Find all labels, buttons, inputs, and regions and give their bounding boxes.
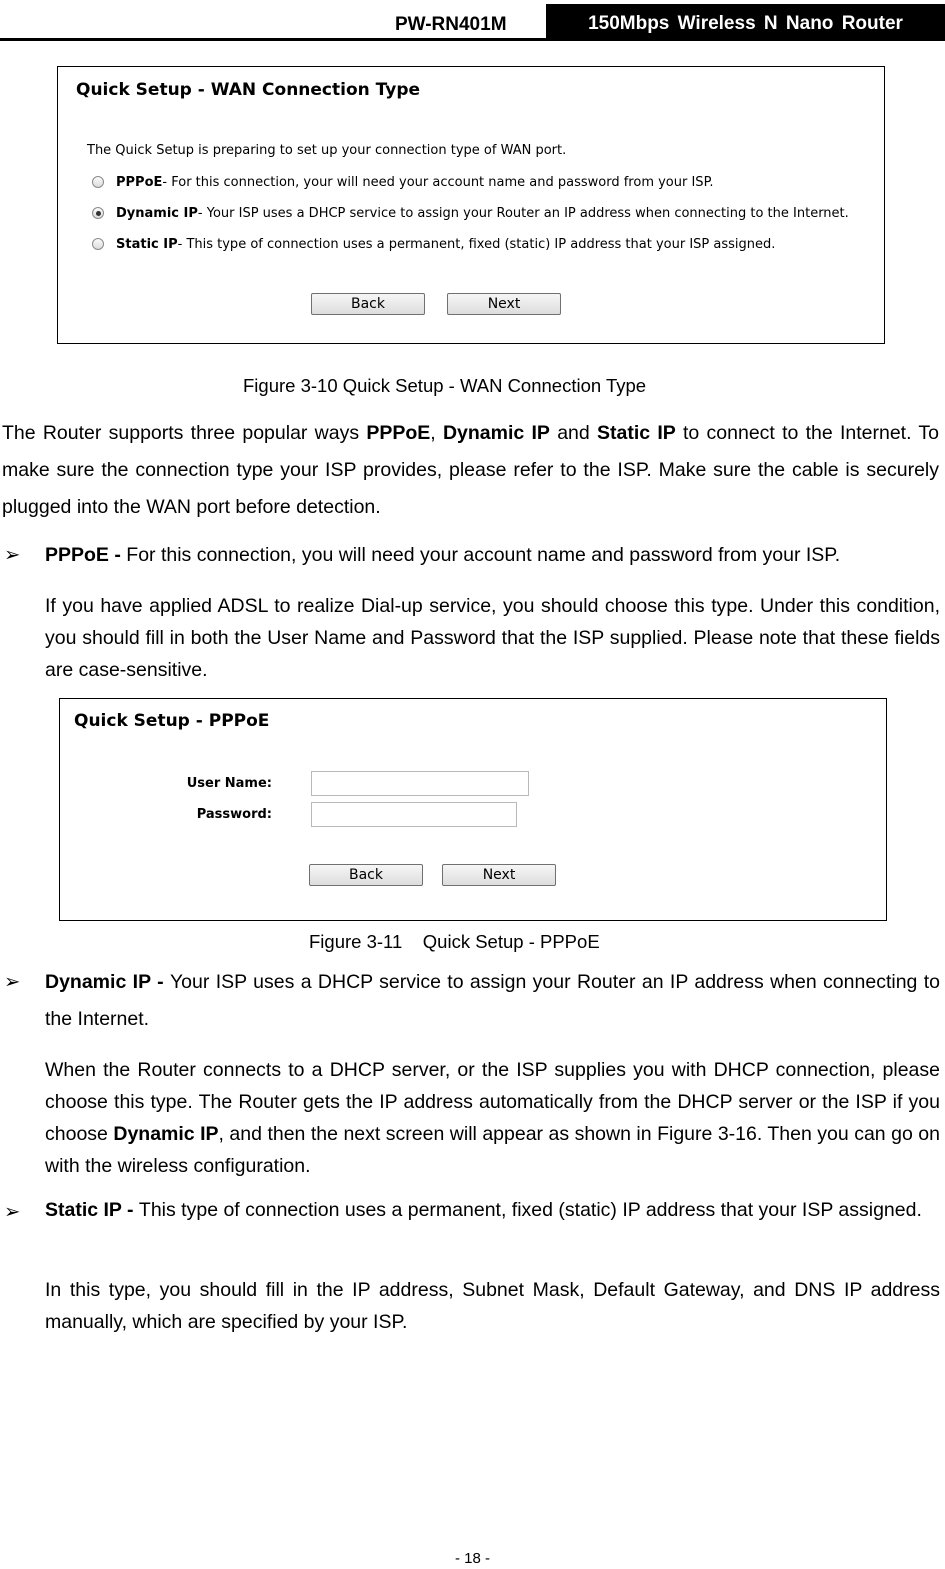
dynamic-detail-bold: Dynamic IP	[113, 1123, 219, 1145]
dynamic-text: Your ISP uses a DHCP service to assign your Router an IP address when connecting to the Internet.	[45, 971, 941, 1030]
option-static-desc: - This type of connection uses a permanent, fixed (static) IP address that your ISP assigned.	[177, 236, 776, 252]
wan-connection-type-panel	[57, 66, 885, 344]
panel-title: Quick Setup - WAN Connection Type	[76, 80, 421, 100]
static-ip-radio[interactable]	[92, 238, 104, 250]
static-lead: Static IP -	[45, 1199, 139, 1221]
static-detail: In this type, you should fill in the IP address, Subnet Mask, Default Gateway, and DNS IP address manually, which are specified by your ISP.	[45, 1279, 940, 1333]
bullet-static-ip	[45, 1196, 944, 1225]
dynamic-detail-2: , and then the next screen will appear as shown in Figure 3-16. Then you can go on with the wireless configuration.	[45, 1123, 940, 1177]
back-button[interactable]: Back	[311, 293, 425, 315]
panel-title-pppoe: Quick Setup - PPPoE	[74, 711, 270, 731]
intro-pppoe: PPPoE	[366, 422, 431, 444]
password-label: Password:	[196, 807, 272, 822]
pppoe-radio[interactable]	[92, 176, 104, 188]
page-header	[0, 0, 945, 42]
dynamic-detail-1: When the Router connects to a DHCP server, or the ISP supplies you with DHCP connection, please choose this type. The Router gets the IP address automatically from the DHCP server or the ISP if you choose	[45, 1059, 940, 1145]
option-dynamic-name: Dynamic IP	[116, 205, 198, 221]
option-static-name: Static IP	[116, 236, 178, 252]
pppoe-panel	[59, 698, 887, 921]
next-button[interactable]: Next	[447, 293, 561, 315]
option-static-ip[interactable]	[92, 235, 775, 253]
panel-intro: The Quick Setup is preparing to set up your connection type of WAN port.	[87, 143, 567, 158]
pppoe-next-button[interactable]: Next	[442, 864, 556, 886]
intro-text-2: to connect to the Internet. To make sure the connection type your ISP provides, please refer to the ISP. Make sure the cable is securely plugged into the WAN port before detection.	[2, 422, 939, 518]
dynamic-detail	[45, 1054, 940, 1182]
bullet-pppoe	[45, 537, 940, 574]
bullet-pppoe-glyph: ➢	[4, 544, 21, 566]
option-pppoe-desc: - For this connection, your will need your account name and password from your ISP.	[162, 174, 714, 190]
option-dynamic-ip[interactable]	[92, 204, 849, 222]
intro-dynamic: Dynamic IP	[442, 422, 550, 444]
dynamic-lead: Dynamic IP -	[45, 971, 170, 993]
header-product: 150Mbps Wireless N Nano Router	[546, 4, 945, 40]
figure-3-11-caption: Figure 3-11 Quick Setup - PPPoE	[309, 931, 600, 952]
figure-3-10-caption: Figure 3-10 Quick Setup - WAN Connection Type	[243, 375, 647, 396]
intro-and: and	[549, 422, 597, 444]
page-number: - 18 -	[454, 1550, 490, 1567]
option-pppoe[interactable]	[92, 173, 714, 191]
pppoe-lead: PPPoE -	[45, 544, 127, 566]
option-pppoe-name: PPPoE	[116, 174, 163, 190]
intro-text-1: The Router supports three popular ways	[2, 422, 367, 444]
header-model: PW-RN401M	[395, 14, 507, 35]
bullet-dynamic-ip	[45, 964, 940, 1038]
username-label: User Name:	[186, 776, 272, 791]
pppoe-detail: If you have applied ADSL to realize Dial-up service, you should choose this type. Under this condition, you should fill in both the User Name and Password that the ISP supplied. Please note that these fields are case-sensitive.	[45, 595, 940, 681]
header-rule	[0, 38, 945, 41]
intro-comma: ,	[430, 422, 443, 444]
bullet-dynamic-glyph: ➢	[4, 971, 21, 993]
intro-static: Static IP	[596, 422, 676, 444]
password-input[interactable]	[311, 802, 517, 827]
bullet-static-glyph: ➢	[4, 1201, 21, 1223]
pppoe-text: For this connection, you will need your account name and password from your ISP.	[126, 544, 841, 566]
dynamic-ip-radio[interactable]	[92, 207, 104, 219]
static-text: This type of connection uses a permanent, fixed (static) IP address that your ISP assigned.	[138, 1199, 922, 1221]
pppoe-back-button[interactable]: Back	[309, 864, 423, 886]
option-dynamic-desc: - Your ISP uses a DHCP service to assign your Router an IP address when connecting to the Internet.	[197, 205, 849, 221]
intro-paragraph	[2, 415, 939, 526]
username-input[interactable]	[311, 771, 529, 796]
